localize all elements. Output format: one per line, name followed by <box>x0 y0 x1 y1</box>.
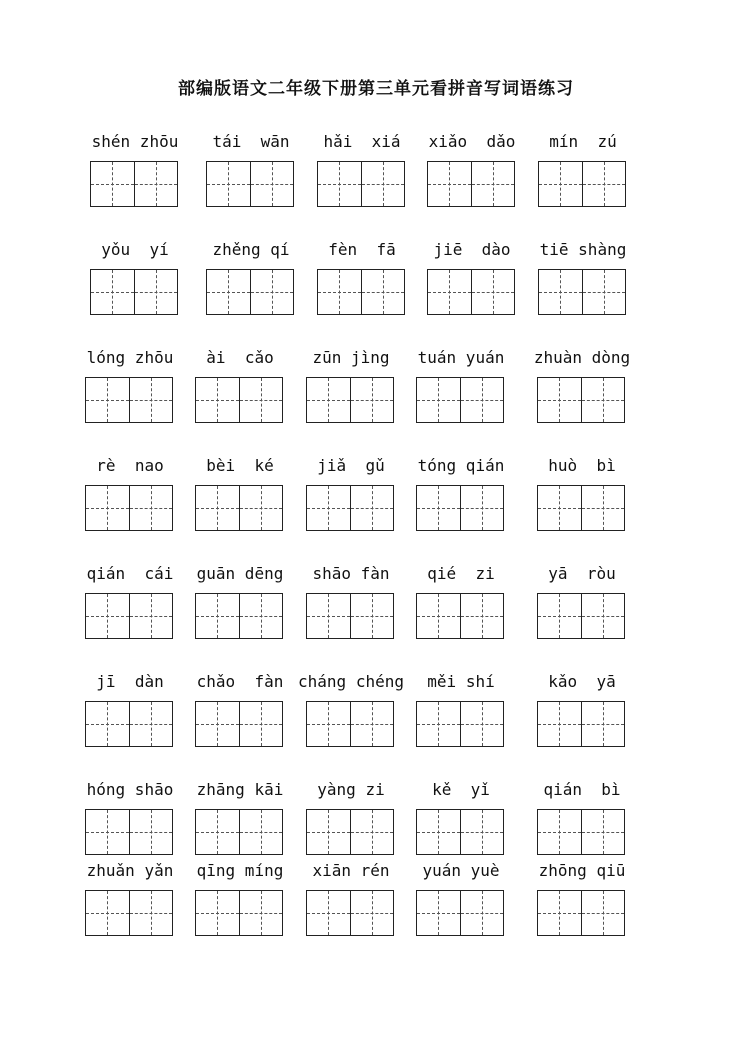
writing-grid[interactable] <box>537 809 625 855</box>
tianzige-square[interactable] <box>91 162 134 206</box>
writing-grid[interactable] <box>306 809 394 855</box>
writing-grid[interactable] <box>416 890 504 936</box>
tianzige-square[interactable] <box>86 594 129 638</box>
writing-grid[interactable] <box>195 701 283 747</box>
tianzige-square[interactable] <box>239 702 283 746</box>
exercise-row <box>0 564 752 664</box>
tianzige-square[interactable] <box>361 270 405 314</box>
tianzige-square[interactable] <box>196 594 239 638</box>
pinyin-label: xiān rén <box>312 861 390 880</box>
tianzige-square[interactable] <box>86 891 129 935</box>
pinyin-label: qián cái <box>86 564 174 583</box>
tianzige-square[interactable] <box>350 891 394 935</box>
tianzige-square[interactable] <box>460 702 504 746</box>
tianzige-square[interactable] <box>196 891 239 935</box>
tianzige-square[interactable] <box>196 486 239 530</box>
tianzige-square[interactable] <box>581 378 625 422</box>
tianzige-square[interactable] <box>581 810 625 854</box>
tianzige-square[interactable] <box>86 702 129 746</box>
tianzige-square[interactable] <box>134 270 178 314</box>
pinyin-label: mín zú <box>549 132 617 151</box>
writing-grid[interactable] <box>317 161 405 207</box>
tianzige-square[interactable] <box>471 270 515 314</box>
pinyin-label: cháng chéng <box>298 672 404 691</box>
writing-grid[interactable] <box>306 377 394 423</box>
tianzige-square[interactable] <box>239 594 283 638</box>
tianzige-square[interactable] <box>471 162 515 206</box>
pinyin-label: jiē dào <box>433 240 511 259</box>
tianzige-square[interactable] <box>307 702 350 746</box>
writing-grid[interactable] <box>306 701 394 747</box>
tianzige-square[interactable] <box>581 702 625 746</box>
writing-grid[interactable] <box>306 890 394 936</box>
pinyin-label: qīng míng <box>196 861 284 880</box>
tianzige-square[interactable] <box>538 486 581 530</box>
tianzige-square[interactable] <box>86 810 129 854</box>
exercise-row <box>0 240 752 340</box>
writing-grid[interactable] <box>85 809 173 855</box>
writing-grid[interactable] <box>537 377 625 423</box>
tianzige-square[interactable] <box>196 810 239 854</box>
tianzige-square[interactable] <box>207 162 250 206</box>
pinyin-label: tái wān <box>212 132 290 151</box>
writing-grid[interactable] <box>306 485 394 531</box>
pinyin-label: yǒu yí <box>101 240 169 259</box>
pinyin-label: zūn jìng <box>312 348 390 367</box>
tianzige-square[interactable] <box>539 162 582 206</box>
word-item <box>538 132 658 222</box>
word-item <box>537 780 657 870</box>
tianzige-square[interactable] <box>460 486 504 530</box>
pinyin-label: xiǎo dǎo <box>428 132 516 151</box>
pinyin-label: zhāng kāi <box>196 780 284 799</box>
worksheet-title: 部编版语文二年级下册第三单元看拼音写词语练习 <box>178 79 574 99</box>
tianzige-square[interactable] <box>539 270 582 314</box>
tianzige-square[interactable] <box>350 378 394 422</box>
tianzige-square[interactable] <box>417 486 460 530</box>
writing-grid[interactable] <box>538 269 626 315</box>
pinyin-label: jiǎ gǔ <box>317 456 385 475</box>
tianzige-square[interactable] <box>307 594 350 638</box>
word-item <box>538 240 658 330</box>
pinyin-label: lóng zhōu <box>86 348 174 367</box>
tianzige-square[interactable] <box>318 270 361 314</box>
tianzige-square[interactable] <box>538 810 581 854</box>
writing-grid[interactable] <box>537 593 625 639</box>
tianzige-square[interactable] <box>417 594 460 638</box>
tianzige-square[interactable] <box>239 810 283 854</box>
tianzige-square[interactable] <box>91 270 134 314</box>
writing-grid[interactable] <box>538 161 626 207</box>
pinyin-label: hóng shāo <box>86 780 174 799</box>
tianzige-square[interactable] <box>428 162 471 206</box>
pinyin-label: chǎo fàn <box>196 672 284 691</box>
tianzige-square[interactable] <box>207 270 250 314</box>
tianzige-square[interactable] <box>250 162 294 206</box>
pinyin-label: yuán yuè <box>422 861 500 880</box>
pinyin-label: tiē shàng <box>539 240 627 259</box>
writing-grid[interactable] <box>537 485 625 531</box>
tianzige-square[interactable] <box>350 486 394 530</box>
pinyin-label: rè nao <box>96 456 164 475</box>
pinyin-label: bèi ké <box>206 456 274 475</box>
tianzige-square[interactable] <box>307 810 350 854</box>
pinyin-label: tuán yuán <box>417 348 505 367</box>
tianzige-square[interactable] <box>428 270 471 314</box>
tianzige-square[interactable] <box>417 378 460 422</box>
pinyin-label: ài cǎo <box>206 348 274 367</box>
tianzige-square[interactable] <box>538 891 581 935</box>
pinyin-label: yā ròu <box>548 564 616 583</box>
tianzige-square[interactable] <box>361 162 405 206</box>
writing-grid[interactable] <box>195 377 283 423</box>
writing-grid[interactable] <box>416 593 504 639</box>
tianzige-square[interactable] <box>417 810 460 854</box>
writing-grid[interactable] <box>416 809 504 855</box>
tianzige-square[interactable] <box>350 810 394 854</box>
writing-grid[interactable] <box>537 701 625 747</box>
tianzige-square[interactable] <box>582 162 626 206</box>
writing-grid[interactable] <box>206 269 294 315</box>
tianzige-square[interactable] <box>129 594 173 638</box>
word-item <box>537 564 657 654</box>
tianzige-square[interactable] <box>250 270 294 314</box>
tianzige-square[interactable] <box>307 891 350 935</box>
writing-grid[interactable] <box>85 593 173 639</box>
writing-grid[interactable] <box>206 161 294 207</box>
pinyin-label: shāo fàn <box>312 564 390 583</box>
pinyin-label: qié zi <box>427 564 495 583</box>
tianzige-square[interactable] <box>318 162 361 206</box>
pinyin-label: kě yǐ <box>432 780 490 799</box>
tianzige-square[interactable] <box>239 891 283 935</box>
tianzige-square[interactable] <box>86 486 129 530</box>
word-item <box>537 672 657 762</box>
exercise-row <box>0 672 752 772</box>
tianzige-square[interactable] <box>129 378 173 422</box>
pinyin-label: qián bì <box>543 780 621 799</box>
tianzige-square[interactable] <box>538 378 581 422</box>
pinyin-label: guān dēng <box>196 564 284 583</box>
pinyin-label: kǎo yā <box>548 672 616 691</box>
writing-grid[interactable] <box>195 809 283 855</box>
tianzige-square[interactable] <box>460 378 504 422</box>
tianzige-square[interactable] <box>350 594 394 638</box>
exercise-row <box>0 861 752 961</box>
tianzige-square[interactable] <box>538 702 581 746</box>
pinyin-label: tóng qián <box>417 456 505 475</box>
tianzige-square[interactable] <box>307 378 350 422</box>
pinyin-label: zhuàn dòng <box>533 348 631 367</box>
tianzige-square[interactable] <box>582 270 626 314</box>
word-item <box>537 456 657 546</box>
pinyin-label: měi shí <box>427 672 495 691</box>
tianzige-square[interactable] <box>417 891 460 935</box>
tianzige-square[interactable] <box>581 594 625 638</box>
pinyin-label: shén zhōu <box>91 132 179 151</box>
tianzige-square[interactable] <box>129 810 173 854</box>
writing-grid[interactable] <box>427 161 515 207</box>
writing-grid[interactable] <box>85 701 173 747</box>
word-item <box>533 348 657 438</box>
writing-grid[interactable] <box>416 485 504 531</box>
writing-grid[interactable] <box>317 269 405 315</box>
tianzige-square[interactable] <box>129 702 173 746</box>
tianzige-square[interactable] <box>581 891 625 935</box>
word-item <box>537 861 657 951</box>
tianzige-square[interactable] <box>581 486 625 530</box>
pinyin-label: jī dàn <box>96 672 164 691</box>
writing-grid[interactable] <box>195 593 283 639</box>
pinyin-label: huò bì <box>548 456 616 475</box>
pinyin-label: zhōng qiū <box>538 861 626 880</box>
writing-grid[interactable] <box>427 269 515 315</box>
writing-grid[interactable] <box>195 485 283 531</box>
exercise-row <box>0 456 752 556</box>
pinyin-label: yàng zi <box>317 780 385 799</box>
pinyin-label: zhuǎn yǎn <box>86 861 174 880</box>
tianzige-square[interactable] <box>460 891 504 935</box>
tianzige-square[interactable] <box>196 378 239 422</box>
tianzige-square[interactable] <box>417 702 460 746</box>
writing-grid[interactable] <box>90 161 178 207</box>
tianzige-square[interactable] <box>134 162 178 206</box>
writing-grid[interactable] <box>416 377 504 423</box>
writing-grid[interactable] <box>306 593 394 639</box>
writing-grid[interactable] <box>90 269 178 315</box>
tianzige-square[interactable] <box>307 486 350 530</box>
writing-grid[interactable] <box>85 485 173 531</box>
exercise-row <box>0 348 752 448</box>
tianzige-square[interactable] <box>86 378 129 422</box>
pinyin-label: hǎi xiá <box>323 132 401 151</box>
tianzige-square[interactable] <box>350 702 394 746</box>
pinyin-label: zhěng qí <box>212 240 290 259</box>
tianzige-square[interactable] <box>239 486 283 530</box>
writing-grid[interactable] <box>85 377 173 423</box>
tianzige-square[interactable] <box>196 702 239 746</box>
writing-grid[interactable] <box>195 890 283 936</box>
tianzige-square[interactable] <box>460 810 504 854</box>
writing-grid[interactable] <box>537 890 625 936</box>
tianzige-square[interactable] <box>460 594 504 638</box>
exercise-row <box>0 132 752 232</box>
tianzige-square[interactable] <box>538 594 581 638</box>
tianzige-square[interactable] <box>239 378 283 422</box>
tianzige-square[interactable] <box>129 486 173 530</box>
writing-grid[interactable] <box>85 890 173 936</box>
writing-grid[interactable] <box>416 701 504 747</box>
pinyin-label: fèn fā <box>328 240 396 259</box>
tianzige-square[interactable] <box>129 891 173 935</box>
